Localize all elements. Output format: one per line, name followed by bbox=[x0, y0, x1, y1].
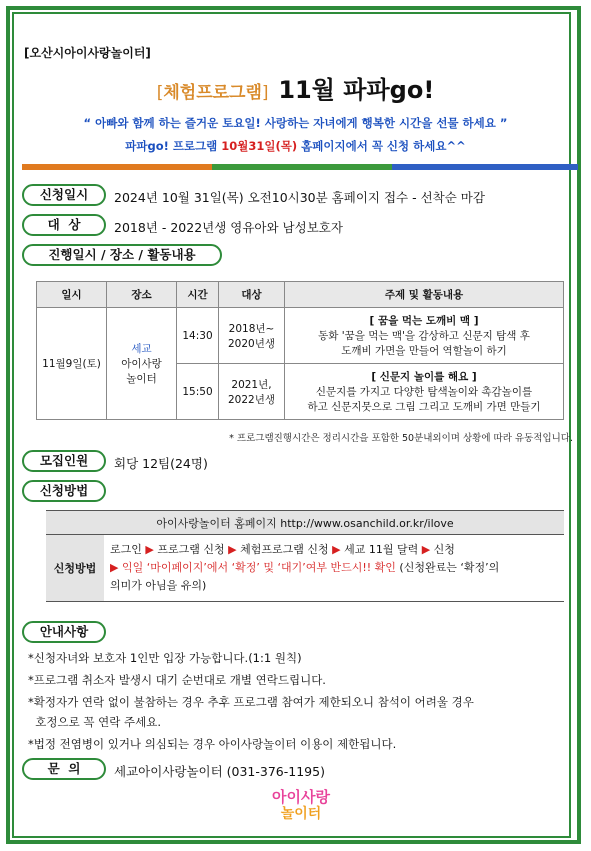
arrow-right-icon: ▶ bbox=[145, 543, 154, 556]
apply-steps: 로그인 ▶ 프로그램 신청 ▶ 체험프로그램 신청 ▶ 세교 11월 달력 ▶ 신청 ▶ 익일 ‘마이페이지’에서 ‘확정’ 및 ‘대기’여부 반드시!! 확인 (신청완료는 ‘확정’의 의미가 아님을 유의) bbox=[104, 535, 564, 602]
svg-text:아이사랑: 아이사랑 bbox=[272, 788, 330, 806]
col-header-time: 시간 bbox=[177, 282, 219, 308]
title-tag: 체험프로그램 bbox=[163, 83, 262, 103]
registration-notice: 파파go! 프로그램 10월31일(목) 홈페이지에서 꼭 신청 하세요^^ bbox=[125, 139, 466, 153]
guide-item: *법정 전염병이 있거나 의심되는 경우 아이사랑놀이터 이용이 제한됩니다. bbox=[28, 737, 397, 751]
col-header-topic: 주제 및 활동내용 bbox=[285, 282, 564, 308]
arrow-right-icon: ▶ bbox=[332, 543, 341, 556]
schedule-note: * 프로그램진행시간은 정리시간을 포함한 50분내외이며 상황에 따라 유동적입니다. bbox=[229, 433, 573, 444]
recruit-pill: 모집인원 bbox=[22, 450, 106, 472]
apply-homepage: 아이사랑놀이터 홈페이지 http://www.osanchild.or.kr/ilove bbox=[46, 511, 564, 535]
cell-target: 2021년, 2022년생 bbox=[219, 364, 285, 420]
arrow-right-icon: ▶ bbox=[110, 561, 119, 574]
guide-pill: 안내사항 bbox=[22, 621, 106, 643]
target-text: 2018년 - 2022년생 영유아와 남성보호자 bbox=[114, 220, 343, 235]
apply-label: 신청방법 bbox=[46, 535, 104, 602]
inquiry-text: 세교아이사랑놀이터 (031-376-1195) bbox=[114, 764, 325, 779]
cell-time: 14:30 bbox=[177, 308, 219, 364]
color-bar-blue bbox=[392, 164, 578, 170]
col-header-place: 장소 bbox=[107, 282, 177, 308]
guide-item: 호정으로 꼭 연락 주세요. bbox=[28, 715, 162, 729]
table-row bbox=[37, 308, 564, 364]
cell-topic: [ 신문지 놀이를 해요 ] 신문지를 가지고 다양한 탐색놀이와 촉감놀이를 하고 신문지뭇으로 그림 그리고 도깨비 가면 만들기 bbox=[285, 364, 564, 420]
guide-item: *신청자녀와 보호자 1인만 입장 가능합니다.(1:1 원칙) bbox=[28, 651, 302, 665]
guide-item: *확정자가 연락 없이 불참하는 경우 추후 프로그램 참여가 제한되오니 참석이 어려울 경우 bbox=[28, 695, 474, 709]
schedule-pill: 진행일시 / 장소 / 활동내용 bbox=[22, 244, 222, 266]
cell-time: 15:50 bbox=[177, 364, 219, 420]
color-bar-orange bbox=[22, 164, 212, 170]
cell-place: 세교 아이사랑 놀이터 bbox=[107, 308, 177, 420]
recruit-text: 회당 12팀(24명) bbox=[114, 456, 208, 471]
arrow-right-icon: ▶ bbox=[228, 543, 237, 556]
col-header-date: 일시 bbox=[37, 282, 107, 308]
col-header-target: 대상 bbox=[219, 282, 285, 308]
method-pill: 신청방법 bbox=[22, 480, 106, 502]
arrow-right-icon: ▶ bbox=[421, 543, 431, 556]
apply-table bbox=[46, 510, 564, 602]
cell-target: 2018년~ 2020년생 bbox=[219, 308, 285, 364]
target-pill: 대 상 bbox=[22, 214, 106, 236]
guide-item: *프로그램 취소자 발생시 대기 순번대로 개별 연락드립니다. bbox=[28, 673, 326, 687]
schedule-table bbox=[36, 281, 564, 420]
aisarang-logo bbox=[246, 786, 356, 822]
cell-topic: [ 꿈을 먹는 도깨비 맥 ] 동화 '꿈을 먹는 맥'을 감상하고 신문지 탐색 후 도깨비 가면을 만들어 역할놀이 하기 bbox=[285, 308, 564, 364]
organization-name: [오산시아이사랑놀이터] bbox=[24, 46, 151, 60]
page-title: [체험프로그램] 11월 파파go! bbox=[156, 76, 435, 104]
inquiry-pill: 문 의 bbox=[22, 758, 106, 780]
apply-date-text: 2024년 10월 31일(목) 오전10시30분 홈페이지 접수 - 선착순 마감 bbox=[114, 190, 485, 205]
slogan: “ 아빠와 함께 하는 즐거운 토요일! 사랑하는 자녀에게 행복한 시간을 선물 하세요 ” bbox=[83, 116, 508, 130]
cell-date: 11월9일(토) bbox=[37, 308, 107, 420]
color-bar-green bbox=[212, 164, 392, 170]
apply-date-pill: 신청일시 bbox=[22, 184, 106, 206]
svg-text:놀이터: 놀이터 bbox=[280, 806, 322, 822]
title-main: 11월 파파go! bbox=[278, 76, 435, 104]
